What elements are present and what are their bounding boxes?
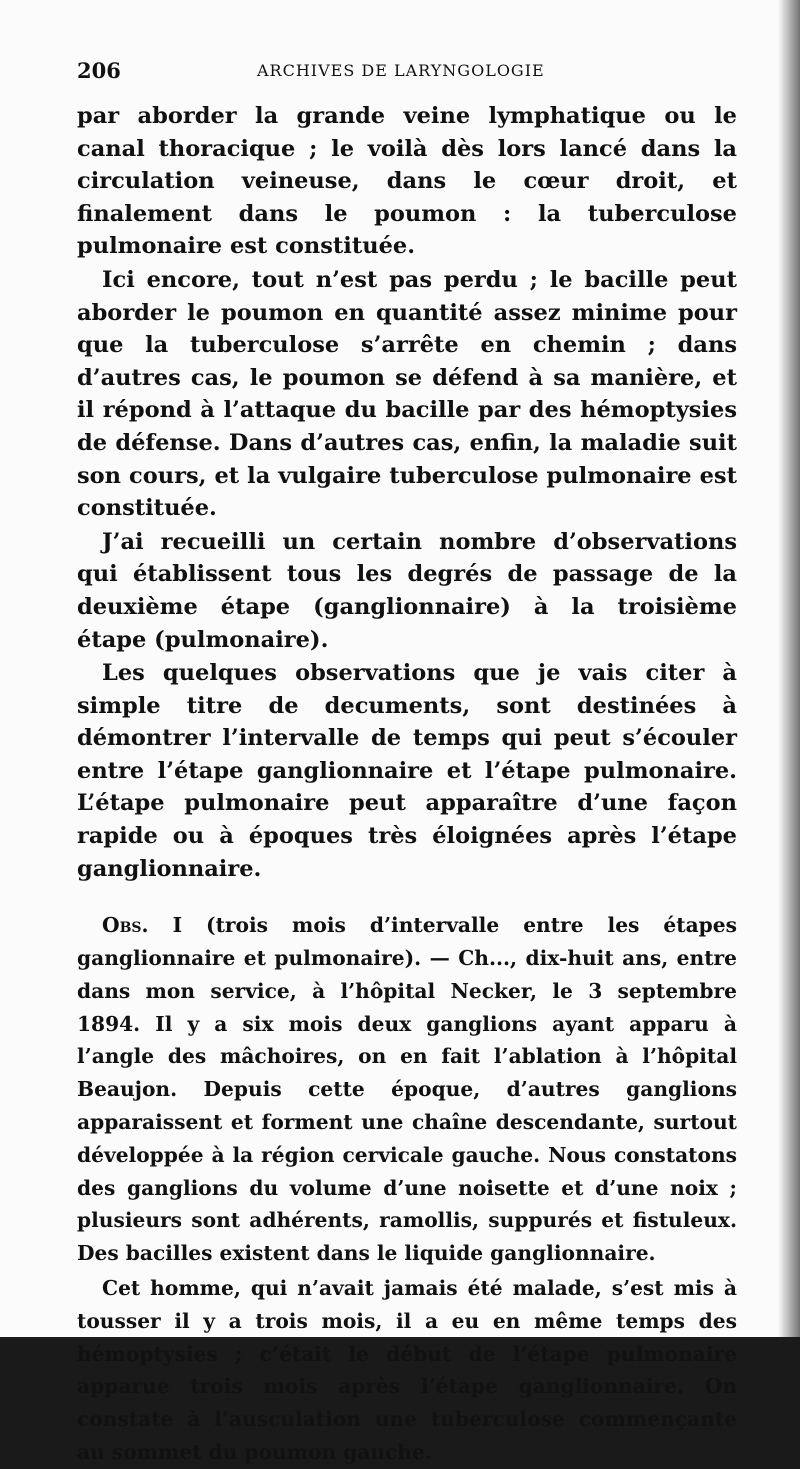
- observation-text: (trois mois d’intervalle entre les étapes ganglionnaire et pulmonaire). — Ch..., dix-huit ans, entre dans mon service, à l’hôpital Necker, le 3 septembre 1894. Il y a six mois deux ganglions ayant apparu à l’angle des mâchoires, on en fait l’ablation à l’hôpital Beaujon. Depuis cette époque, d’autres ganglions apparaissent et forment une chaîne descendante, surtout développée à la région cervicale gauche. Nous constatons des ganglions du volume d’une noisette et d’une noix ; plusieurs sont adhérents, ramollis, suppurés et fistuleux. Des bacilles existent dans le liquide ganglionnaire.: [77, 913, 737, 1266]
- paragraph-4: Les quelques observations que je vais citer à simple titre de decuments, sont destinées à démontrer l’intervalle de temps qui peut s’écouler entre l’étape ganglionnaire et l’étape pulmonaire. L’étape pulmonaire peut apparaître d’une façon rapide ou à époques très éloignées après l’étape ganglionnaire.: [77, 660, 737, 882]
- running-title: ARCHIVES DE LARYNGOLOGIE: [257, 61, 545, 80]
- paragraph-2: Ici encore, tout n’est pas perdu ; le bacille peut aborder le poumon en quantité assez minime pour que la tuberculose s’arrête en chemin ; dans d’autres cas, le poumon se défend à sa manière, et il répond à l’attaque du bacille par des hémoptysies de défense. Dans d’autres cas, enfin, la maladie suit son cours, et la vulgaire tuberculose pulmonaire est constituée.: [77, 266, 737, 522]
- observation-continuation: Cet homme, qui n’avait jamais été malade, s’est mis à tousser il y a trois mois, il a eu en même temps des hémoptysies ; c’était le début de l’étape pulmonaire apparue trois mois après l’étape ganglionnaire. On constate à l’ausculation une tuberculose commençante au sommet du poumon gauche.: [77, 1276, 737, 1464]
- page-header: [77, 58, 732, 88]
- paragraph-1: par aborder la grande veine lymphatique ou le canal thoracique ; le voilà dès lors lancé dans la circulation veineuse, dans le cœur droit, et finalement dans le poumon : la tuberculose pulmonaire est constituée.: [77, 103, 737, 260]
- observation-block: [77, 909, 737, 1469]
- page-number: 206: [77, 58, 121, 83]
- main-text: [77, 100, 737, 1469]
- paragraph-3: J’ai recueilli un certain nombre d’observations qui établissent tous les degrés de passage de la deuxième étape (ganglionnaire) à la troisième étape (pulmonaire).: [77, 528, 737, 653]
- page-edge-shadow: [778, 0, 800, 1337]
- observation-label: Obs. I: [102, 913, 183, 938]
- observation-paragraph: [77, 909, 737, 1270]
